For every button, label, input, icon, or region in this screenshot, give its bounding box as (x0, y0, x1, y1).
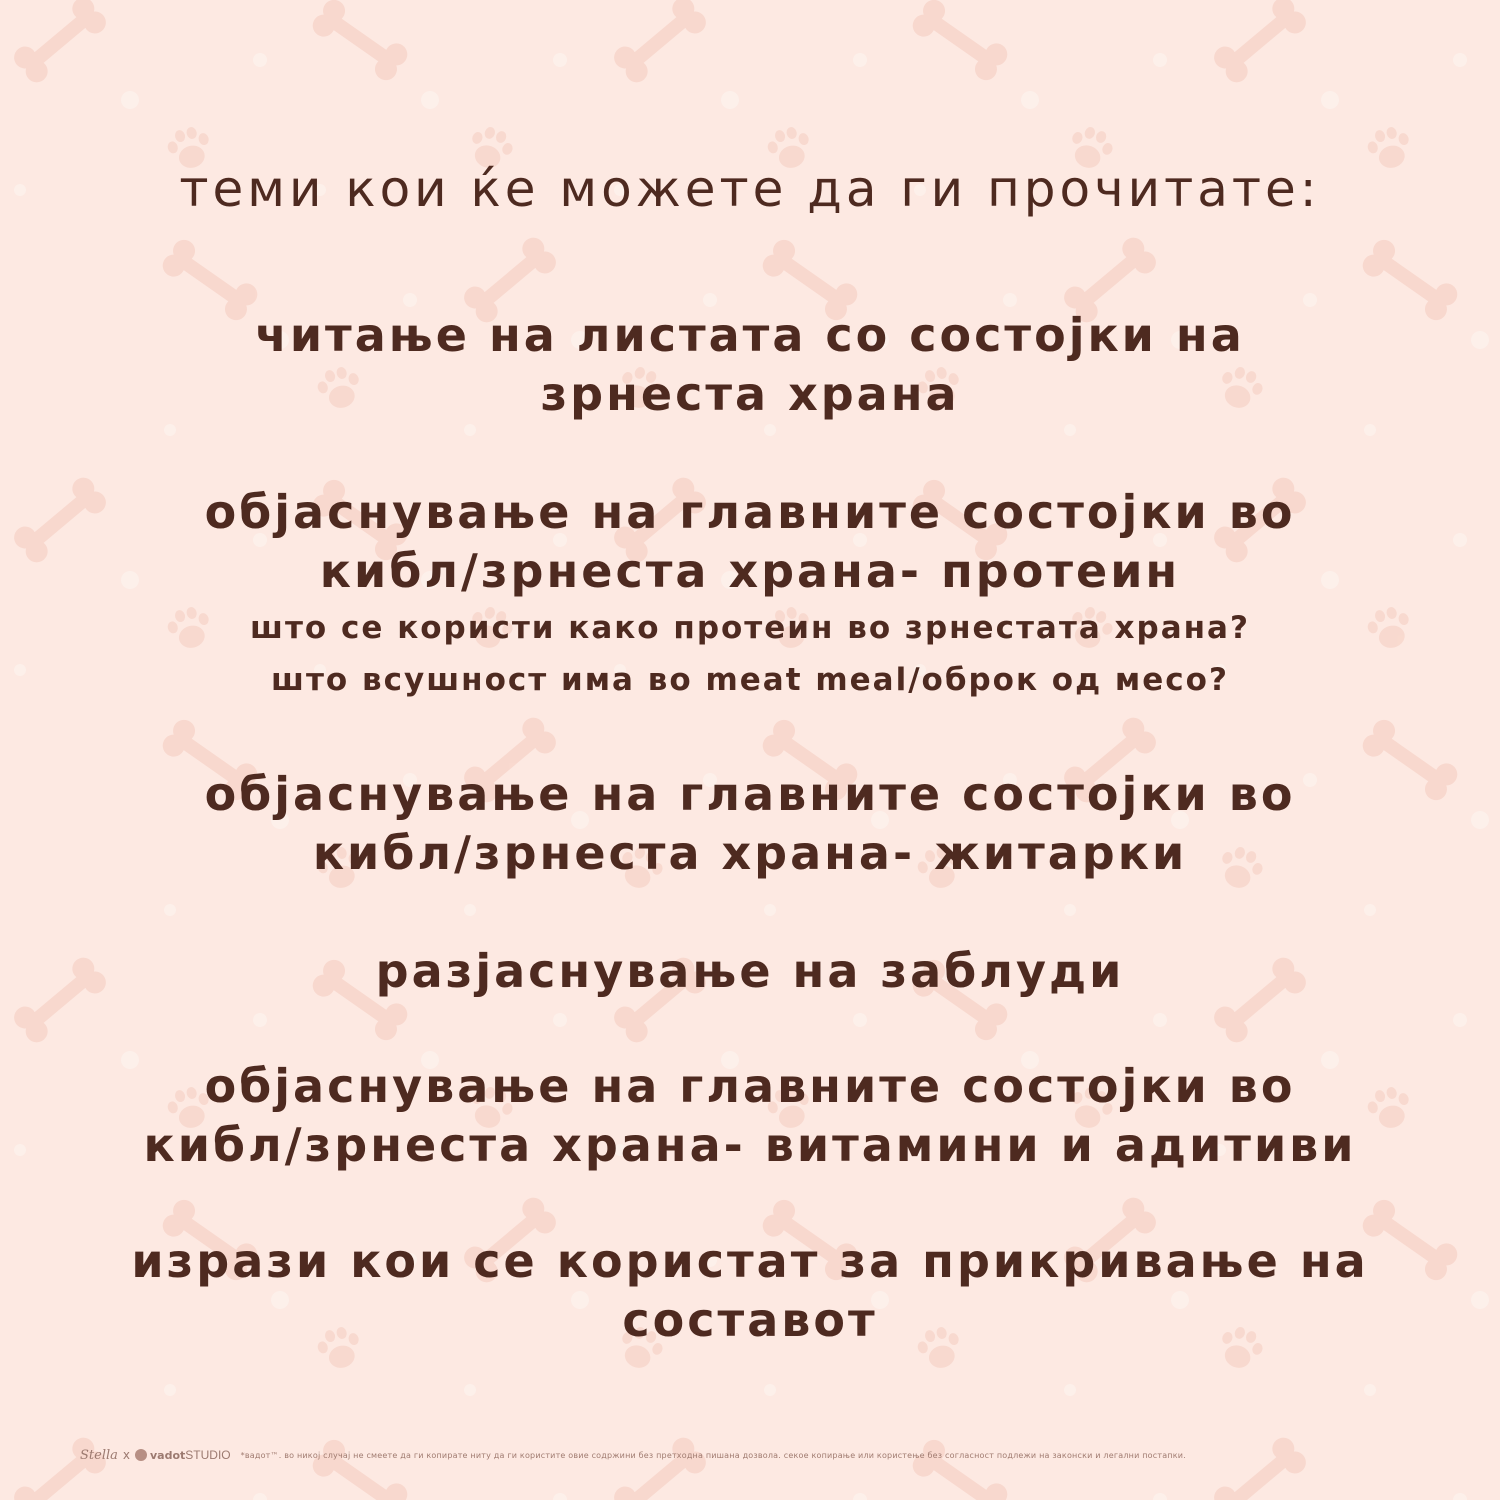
topic-ingredient-list (0, 306, 1500, 424)
topic-line: разјаснување на заблуди (375, 944, 1125, 998)
topic-subquestion: што се користи како протеин во зрнестата храна? (250, 610, 1250, 646)
studio-logo: STUDIO (185, 1448, 231, 1462)
topic-line: зрнеста храна (540, 367, 960, 421)
topic-terms (0, 1232, 1500, 1350)
topic-grains (0, 765, 1500, 883)
topic-line: составот (622, 1293, 878, 1347)
topic-line: читање на листата со состојки на (255, 308, 1245, 362)
topic-vitamins (0, 1057, 1500, 1175)
brand-separator: x (122, 1448, 130, 1462)
vadot-logo-icon (135, 1449, 147, 1461)
topic-line: кибл/зрнеста храна- житарки (312, 826, 1188, 880)
footer (80, 1444, 1420, 1466)
topic-myths (0, 942, 1500, 1001)
topic-subquestion: што всушност има во meat meal/оброк од месо? (271, 662, 1229, 698)
topic-line: кибл/зрнеста храна- витамини и адитиви (143, 1118, 1357, 1172)
topic-line: кибл/зрнеста храна- протеин (319, 544, 1181, 598)
copyright-disclaimer: *вадот™. во никој случај не смеете да ги копирате ниту да ги користите овие содржини без претходна пишана дозвола. секое копирање или користење без согласност подлежи на законски и легални постапки. (240, 1450, 1186, 1460)
stella-logo: Stella (80, 1447, 118, 1463)
vadot-logo: vadot (150, 1448, 186, 1462)
topic-line: објаснување на главните состојки во (204, 767, 1296, 821)
topic-line: објаснување на главните состојки во (204, 1059, 1296, 1113)
topic-line: изрази кои се користат за прикривање на (131, 1234, 1369, 1288)
topic-line: објаснување на главните состојки во (204, 485, 1296, 539)
topic-protein (0, 483, 1500, 705)
intro-heading: теми кои ќе можете да ги прочитате: (179, 160, 1321, 218)
